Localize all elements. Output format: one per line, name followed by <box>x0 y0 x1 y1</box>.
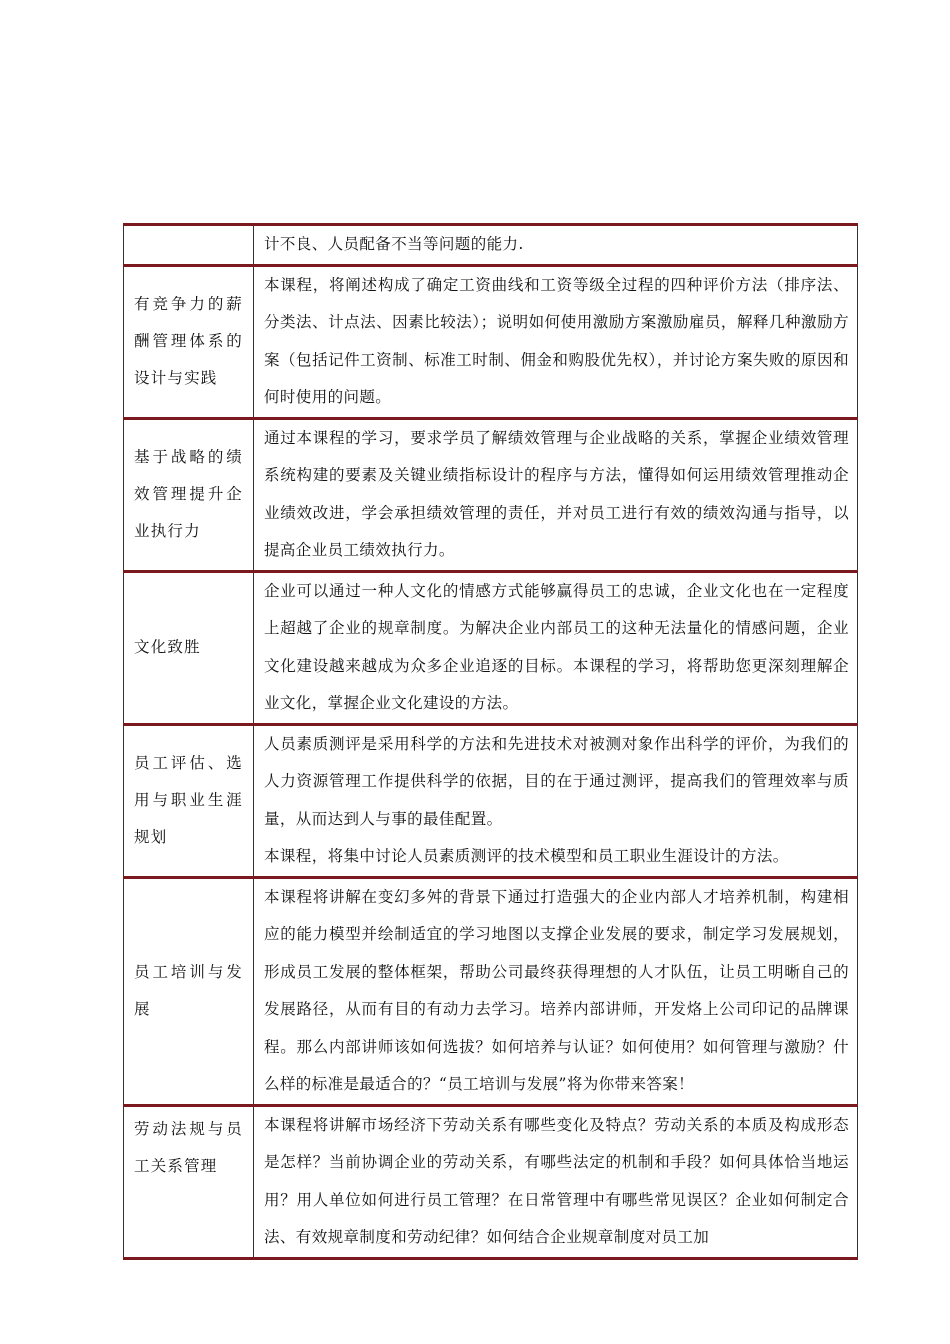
table-row <box>124 418 858 571</box>
description-paragraph: 本课程，将集中讨论人员素质测评的技术模型和员工职业生涯设计的方法。 <box>264 847 789 865</box>
table-row <box>124 1105 858 1258</box>
course-description <box>254 1105 858 1258</box>
table-row <box>124 571 858 724</box>
course-title: 员工培训与发展 <box>124 877 254 1105</box>
description-paragraph: 通过本课程的学习，要求学员了解绩效管理与企业战略的关系，掌握企业绩效管理系统构建的要素及关键业绩指标设计的程序与方法，懂得如何运用绩效管理推动企业绩效改进，学会承担绩效管理的责任，并对员工进行有效的绩效沟通与指导，以提高企业员工绩效执行力。 <box>264 428 849 559</box>
description-paragraph: 人员素质测评是采用科学的方法和先进技术对被测对象作出科学的评价，为我们的人力资源管理工作提供科学的依据，目的在于通过测评，提高我们的管理效率与质量，从而达到人与事的最佳配置。 <box>264 734 849 828</box>
table-row <box>124 265 858 418</box>
course-table <box>123 223 858 1260</box>
course-description <box>254 877 858 1105</box>
table-row <box>124 877 858 1105</box>
course-description <box>254 724 858 877</box>
course-description <box>254 225 858 266</box>
description-paragraph: 计不良、人员配备不当等问题的能力. <box>264 235 524 253</box>
course-title: 文化致胜 <box>124 571 254 724</box>
course-title <box>124 225 254 266</box>
description-paragraph: 企业可以通过一种人文化的情感方式能够赢得员工的忠诚，企业文化也在一定程度上超越了企业的规章制度。为解决企业内部员工的这种无法量化的情感问题，企业文化建设越来越成为众多企业追逐的目标。本课程的学习，将帮助您更深刻理解企业文化，掌握企业文化建设的方法。 <box>264 581 849 712</box>
table-row <box>124 724 858 877</box>
description-paragraph: 本课程将讲解市场经济下劳动关系有哪些变化及特点？劳动关系的本质及构成形态是怎样？当前协调企业的劳动关系，有哪些法定的机制和手段？如何具体恰当地运用？用人单位如何进行员工管理？在日常管理中有哪些常见误区？企业如何制定合法、有效规章制度和劳动纪律？如何结合企业规章制度对员工加 <box>264 1115 849 1246</box>
course-title: 基于战略的绩效管理提升企业执行力 <box>124 418 254 571</box>
course-description <box>254 571 858 724</box>
table-row <box>124 225 858 266</box>
course-description <box>254 265 858 418</box>
course-description <box>254 418 858 571</box>
description-paragraph: 本课程将讲解在变幻多舛的背景下通过打造强大的企业内部人才培养机制，构建相应的能力模型并绘制适宜的学习地图以支撑企业发展的要求，制定学习发展规划，形成员工发展的整体框架，帮助公司最终获得理想的人才队伍，让员工明晰自己的发展路径，从而有目的有动力去学习。培养内部讲师，开发烙上公司印记的品牌课程。那么内部讲师该如何选拔？如何培养与认证？如何使用？如何管理与激励？什么样的标准是最适合的？“员工培训与发展”将为你带来答案！ <box>264 887 849 1093</box>
course-title: 劳动法规与员工关系管理 <box>124 1105 254 1258</box>
description-paragraph: 本课程，将阐述构成了确定工资曲线和工资等级全过程的四种评价方法（排序法、分类法、计点法、因素比较法）；说明如何使用激励方案激励雇员，解释几种激励方案（包括记件工资制、标准工时制、佣金和购股优先权），并讨论方案失败的原因和何时使用的问题。 <box>264 275 849 406</box>
course-title: 有竞争力的薪酬管理体系的设计与实践 <box>124 265 254 418</box>
course-title: 员工评估、选用与职业生涯规划 <box>124 724 254 877</box>
